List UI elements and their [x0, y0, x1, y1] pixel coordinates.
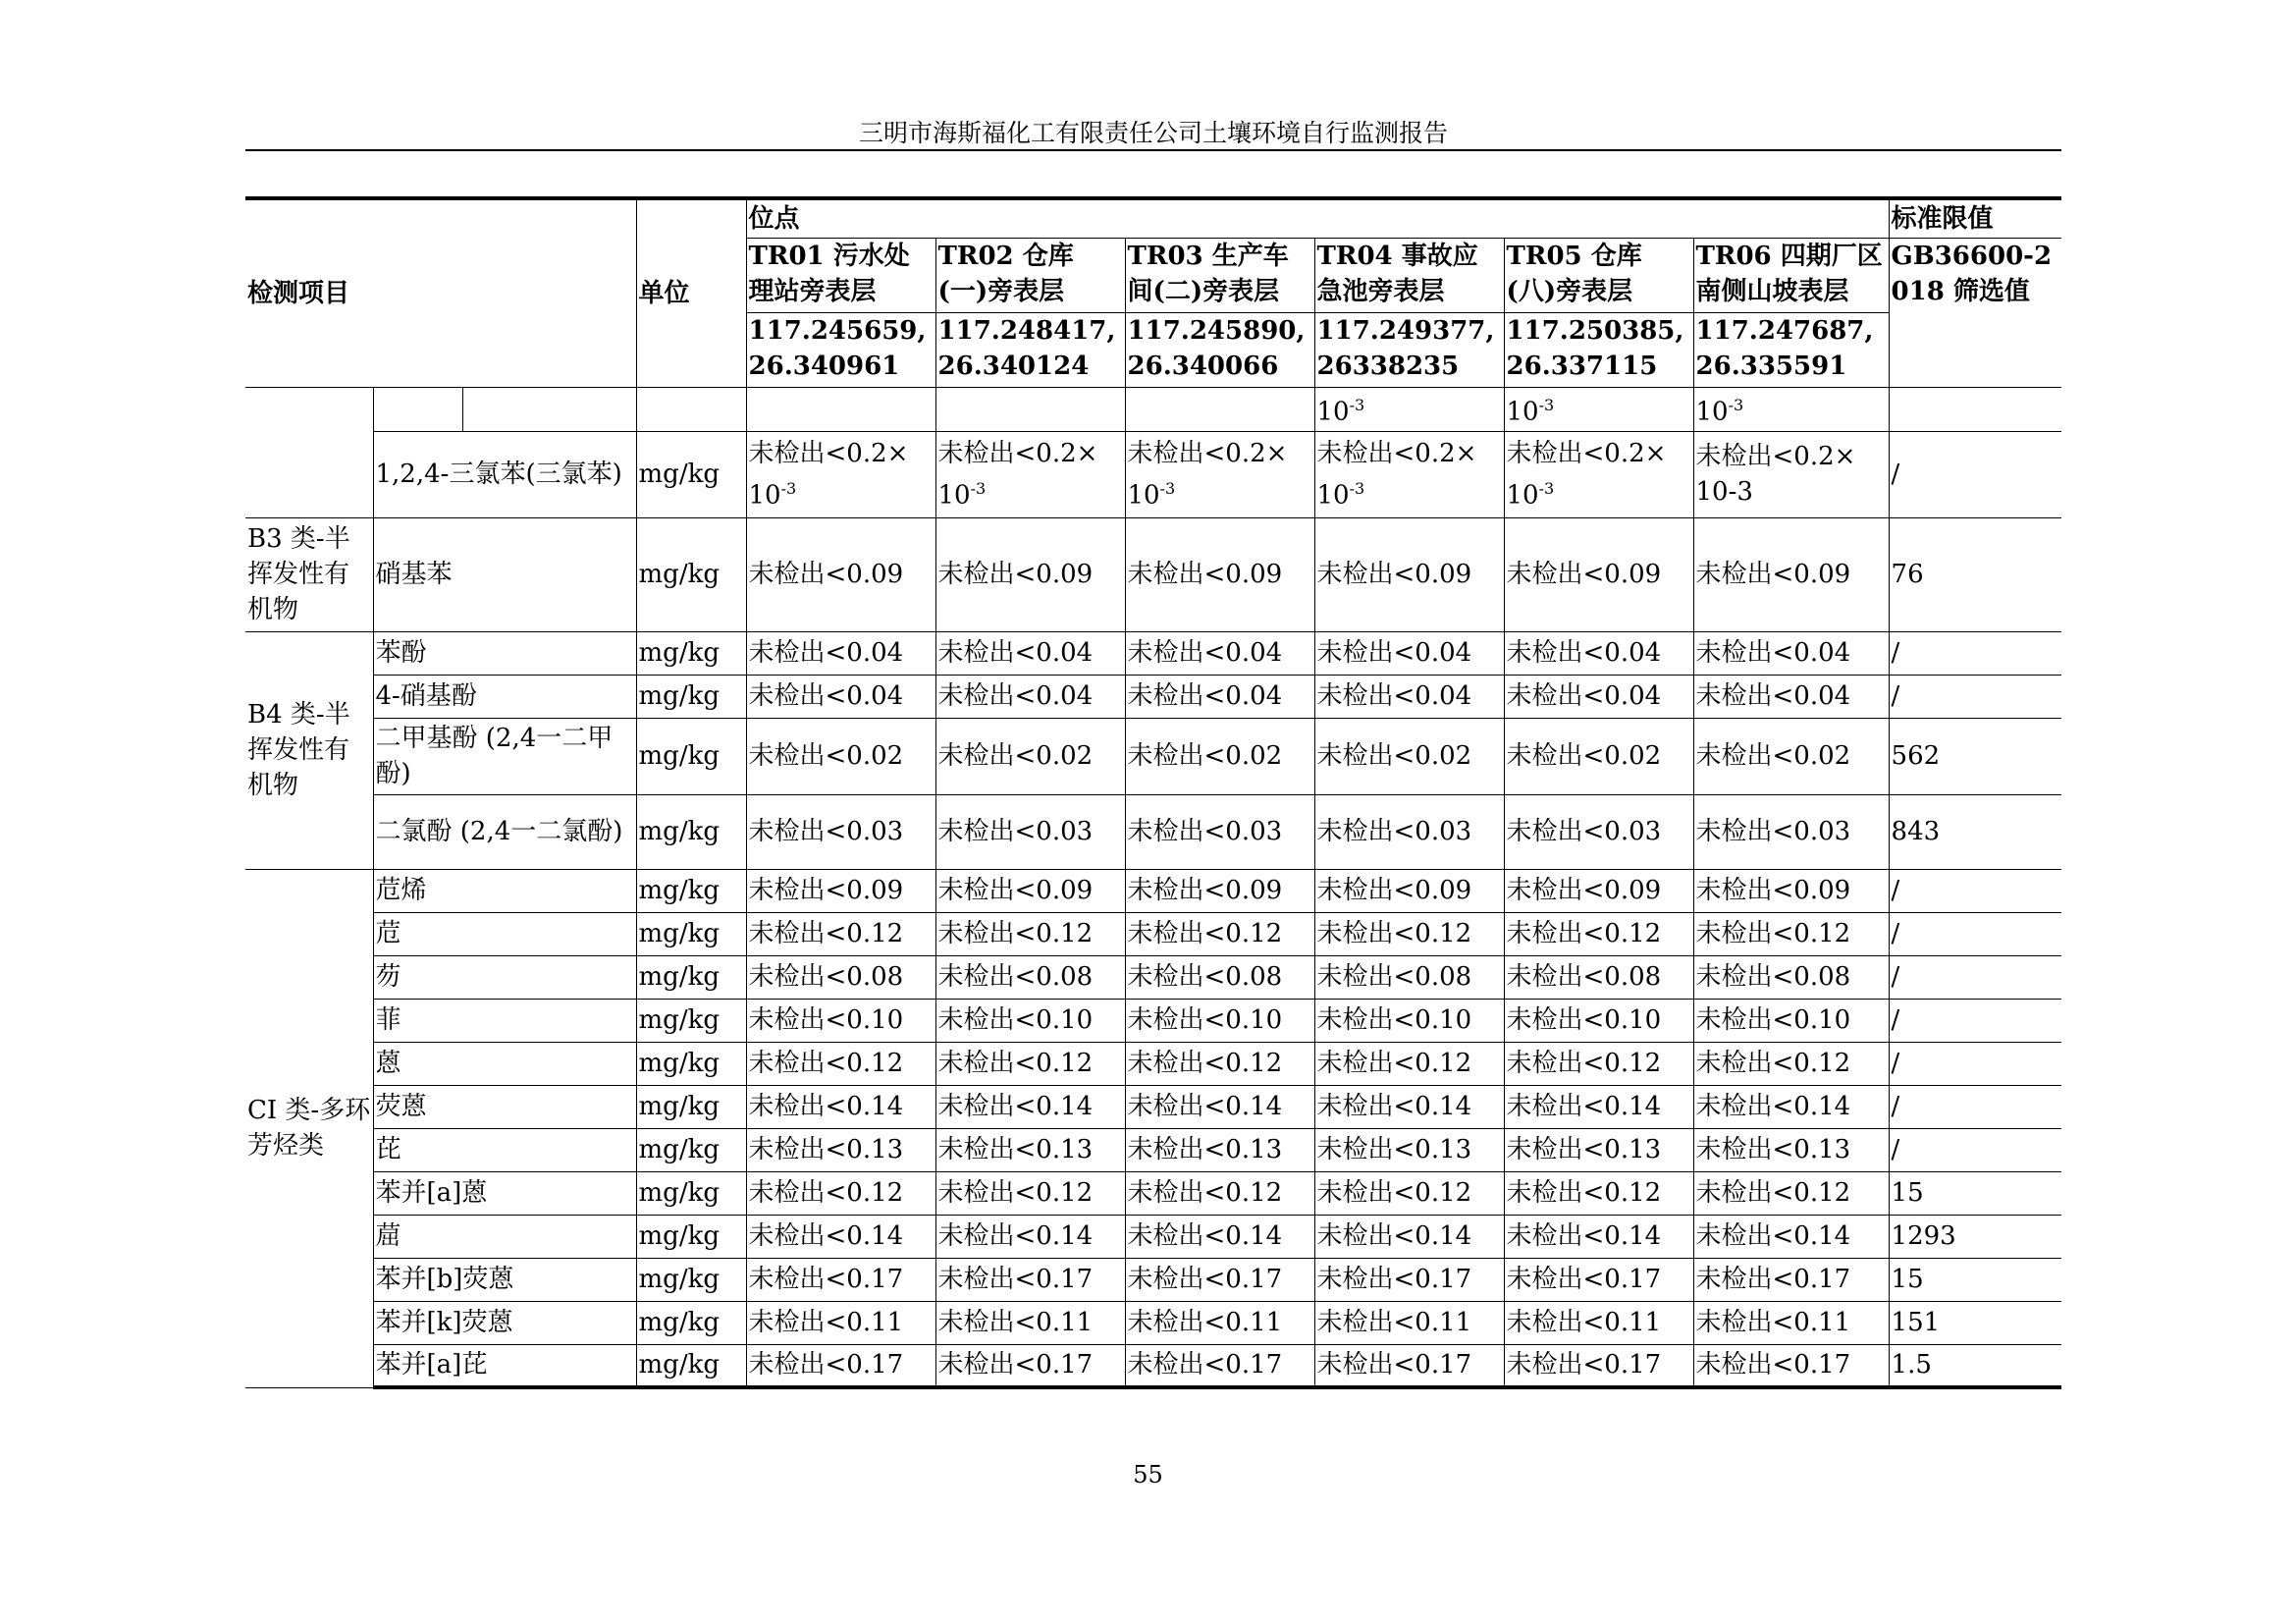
unit: mg/kg [636, 1085, 746, 1128]
value-cell: 未检出<0.14 [1314, 1085, 1504, 1128]
value-cell: 未检出<0.14 [935, 1215, 1125, 1258]
standard-value: 15 [1889, 1258, 2061, 1301]
unit: mg/kg [636, 718, 746, 794]
value-cell: 未检出<0.17 [1125, 1344, 1314, 1387]
value-cell: 未检出<0.10 [1125, 999, 1314, 1042]
value-cell: 未检出<0.08 [1125, 955, 1314, 999]
value-cell: 未检出<0.02 [1504, 718, 1693, 794]
value-cell: 未检出<0.14 [935, 1085, 1125, 1128]
value-cell: 未检出<0.12 [746, 1042, 935, 1085]
unit: mg/kg [636, 631, 746, 675]
value-cell: 未检出<0.03 [1693, 794, 1889, 869]
exponent-superscript: -3 [970, 478, 987, 498]
exponent-base: 10 [1316, 397, 1350, 427]
value-cell: 未检出<0.12 [1504, 912, 1693, 955]
value-cell: 未检出<0.04 [1693, 675, 1889, 718]
standard-value: / [1889, 1128, 2061, 1171]
value-cell: 未检出<0.09 [935, 517, 1125, 631]
item-name: 二甲基酚 (2,4一二甲酚) [373, 718, 636, 794]
value-cell: 未检出<0.10 [746, 999, 935, 1042]
value-cell: 未检出<0.02 [935, 718, 1125, 794]
unit: mg/kg [636, 1258, 746, 1301]
unit: mg/kg [636, 517, 746, 631]
value-cell: 未检出<0.12 [1314, 1171, 1504, 1215]
value-cell: 未检出<0.14 [1125, 1085, 1314, 1128]
value-cell: 未检出<0.09 [1125, 517, 1314, 631]
value-cell: 未检出<0.03 [1314, 794, 1504, 869]
standard-value: / [1889, 631, 2061, 675]
unit: mg/kg [636, 1215, 746, 1258]
value-cell: 未检出<0.14 [1125, 1215, 1314, 1258]
value-cell: 未检出<0.17 [1504, 1344, 1693, 1387]
item-name: 苊 [373, 912, 636, 955]
standard-value: / [1889, 912, 2061, 955]
group-cell-continued [245, 387, 373, 517]
exponent-base: 10 [1695, 397, 1729, 427]
value-cell: 未检出<0.12 [1504, 1042, 1693, 1085]
value-cell: 未检出<0.10 [1314, 999, 1504, 1042]
value-cell: 未检出<0.14 [1504, 1085, 1693, 1128]
item-name: 苯酚 [373, 631, 636, 675]
value-cell: 未检出<0.12 [935, 1042, 1125, 1085]
standard-value: / [1889, 675, 2061, 718]
value-cell: 未检出<0.13 [1125, 1128, 1314, 1171]
value-cell: 未检出<0.13 [1314, 1128, 1504, 1171]
value-text: 未检出<0.2× [748, 438, 909, 468]
unit: mg/kg [636, 869, 746, 912]
value-cell: 未检出<0.12 [1314, 912, 1504, 955]
value-cell: 未检出<0.11 [1314, 1301, 1504, 1344]
group-label: B4 类-半挥发性有机物 [245, 631, 373, 869]
unit: mg/kg [636, 1301, 746, 1344]
value-cell: 未检出<0.14 [746, 1215, 935, 1258]
value-text: 未检出<0.2× [1316, 438, 1477, 468]
value-cell: 未检出<0.17 [746, 1344, 935, 1387]
value-cell: 未检出<0.13 [1693, 1128, 1889, 1171]
standard-value: / [1889, 1042, 2061, 1085]
exponent-superscript: -3 [1349, 396, 1365, 415]
standard-cell-continued [1889, 387, 2061, 431]
value-cell: 未检出<0.11 [1693, 1301, 1889, 1344]
item-name: 1,2,4-三氯苯(三氯苯) [373, 431, 636, 517]
exponent-text: 10-3 [1695, 477, 1753, 507]
exponent-base: 10 [1506, 480, 1539, 511]
site-name: TR04 事故应急池旁表层 [1314, 238, 1504, 312]
item-name: 苯并[a]芘 [373, 1344, 636, 1387]
value-cell: 未检出<0.03 [746, 794, 935, 869]
standard-value: 1293 [1889, 1215, 2061, 1258]
value-cell: 未检出<0.17 [1504, 1258, 1693, 1301]
exponent-base: 10 [937, 480, 971, 511]
value-cell: 未检出<0.04 [1314, 675, 1504, 718]
site-name: TR02 仓库(一)旁表层 [935, 238, 1125, 312]
value-cell-continued [1504, 387, 1693, 431]
exponent-superscript: -3 [1159, 478, 1176, 498]
item-name: 蒽 [373, 1042, 636, 1085]
header-standard: 标准限值 [1889, 198, 2061, 238]
value-cell [1125, 431, 1314, 517]
value-cell: 未检出<0.12 [746, 912, 935, 955]
value-cell: 未检出<0.12 [746, 1171, 935, 1215]
exponent-superscript: -3 [1538, 478, 1555, 498]
value-cell: 未检出<0.13 [935, 1128, 1125, 1171]
unit: mg/kg [636, 955, 746, 999]
value-cell: 未检出<0.12 [1504, 1171, 1693, 1215]
value-cell: 未检出<0.17 [1314, 1258, 1504, 1301]
value-cell [1314, 431, 1504, 517]
value-cell: 未检出<0.12 [1693, 1171, 1889, 1215]
standard-value: 843 [1889, 794, 2061, 869]
value-cell: 未检出<0.17 [1693, 1344, 1889, 1387]
group-label: CI 类-多环芳烃类 [245, 869, 373, 1387]
value-text: 未检出<0.2× [937, 438, 1098, 468]
unit: mg/kg [636, 794, 746, 869]
standard-value: / [1889, 431, 2061, 517]
unit: mg/kg [636, 1042, 746, 1085]
site-coordinate: 117.250385, 26.337115 [1504, 312, 1693, 387]
value-cell: 未检出<0.17 [1314, 1344, 1504, 1387]
value-cell: 未检出<0.12 [1314, 1042, 1504, 1085]
value-cell: 未检出<0.12 [935, 1171, 1125, 1215]
value-cell: 未检出<0.09 [746, 869, 935, 912]
standard-value: 1.5 [1889, 1344, 2061, 1387]
value-cell: 未检出<0.14 [1314, 1215, 1504, 1258]
value-cell: 未检出<0.04 [1125, 631, 1314, 675]
value-cell: 未检出<0.04 [935, 675, 1125, 718]
value-cell: 未检出<0.08 [1314, 955, 1504, 999]
item-name: 菲 [373, 999, 636, 1042]
item-name: 荧蒽 [373, 1085, 636, 1128]
value-cell: 未检出<0.11 [1504, 1301, 1693, 1344]
value-cell: 未检出<0.04 [1504, 675, 1693, 718]
value-cell: 未检出<0.12 [935, 912, 1125, 955]
exponent-superscript: -3 [780, 478, 797, 498]
value-cell: 未检出<0.13 [746, 1128, 935, 1171]
value-cell: 未检出<0.11 [935, 1301, 1125, 1344]
header-item: 检测项目 [245, 198, 636, 387]
item-name: 4-硝基酚 [373, 675, 636, 718]
value-cell [746, 431, 935, 517]
standard-value: 151 [1889, 1301, 2061, 1344]
value-cell: 未检出<0.04 [746, 675, 935, 718]
item-name: 苯并[a]蒽 [373, 1171, 636, 1215]
value-cell: 未检出<0.09 [1504, 517, 1693, 631]
value-cell-continued [935, 387, 1125, 431]
value-cell: 未检出<0.04 [1693, 631, 1889, 675]
value-cell: 未检出<0.04 [746, 631, 935, 675]
unit: mg/kg [636, 1344, 746, 1387]
value-cell: 未检出<0.12 [1125, 1171, 1314, 1215]
value-text: 未检出<0.2× [1506, 438, 1667, 468]
value-cell: 未检出<0.09 [1504, 869, 1693, 912]
value-cell: 未检出<0.03 [935, 794, 1125, 869]
value-cell: 未检出<0.02 [1314, 718, 1504, 794]
value-cell: 未检出<0.13 [1504, 1128, 1693, 1171]
unit: mg/kg [636, 431, 746, 517]
standard-value: / [1889, 869, 2061, 912]
value-cell: 未检出<0.17 [1693, 1258, 1889, 1301]
site-name: TR03 生产车间(二)旁表层 [1125, 238, 1314, 312]
site-coordinate: 117.249377, 26338235 [1314, 312, 1504, 387]
value-cell: 未检出<0.03 [1125, 794, 1314, 869]
value-cell: 未检出<0.02 [1693, 718, 1889, 794]
value-cell: 未检出<0.08 [1504, 955, 1693, 999]
value-cell-continued [746, 387, 935, 431]
item-name: 苊烯 [373, 869, 636, 912]
value-cell: 未检出<0.14 [746, 1085, 935, 1128]
value-cell-continued [1125, 387, 1314, 431]
value-cell: 未检出<0.09 [1125, 869, 1314, 912]
value-cell: 未检出<0.10 [1693, 999, 1889, 1042]
item-cell-continued [373, 387, 636, 431]
item-name: 苯并[b]荧蒽 [373, 1258, 636, 1301]
item-name: 硝基苯 [373, 517, 636, 631]
value-cell: 未检出<0.04 [1125, 675, 1314, 718]
value-cell: 未检出<0.02 [746, 718, 935, 794]
header-unit: 单位 [636, 198, 746, 387]
monitoring-results-table [245, 196, 2061, 1389]
site-name: TR05 仓库(八)旁表层 [1504, 238, 1693, 312]
unit: mg/kg [636, 912, 746, 955]
site-name: TR06 四期厂区南侧山坡表层 [1693, 238, 1889, 312]
unit: mg/kg [636, 1128, 746, 1171]
standard-value: / [1889, 955, 2061, 999]
item-name: 䓛 [373, 1215, 636, 1258]
standard-value: 76 [1889, 517, 2061, 631]
exponent-superscript: -3 [1349, 478, 1365, 498]
item-name: 芘 [373, 1128, 636, 1171]
value-cell: 未检出<0.09 [746, 517, 935, 631]
value-cell: 未检出<0.09 [1314, 517, 1504, 631]
exponent-superscript: -3 [1538, 396, 1555, 415]
value-cell: 未检出<0.11 [746, 1301, 935, 1344]
header-divider [245, 149, 2061, 151]
value-cell: 未检出<0.14 [1693, 1085, 1889, 1128]
standard-value: / [1889, 1085, 2061, 1128]
value-text: 未检出<0.2× [1695, 442, 1856, 471]
standard-value: 562 [1889, 718, 2061, 794]
value-cell [1504, 431, 1693, 517]
value-cell: 未检出<0.03 [1504, 794, 1693, 869]
value-cell: 未检出<0.10 [1504, 999, 1693, 1042]
value-cell: 未检出<0.17 [746, 1258, 935, 1301]
item-name: 芴 [373, 955, 636, 999]
value-cell: 未检出<0.17 [1125, 1258, 1314, 1301]
value-cell: 未检出<0.10 [935, 999, 1125, 1042]
value-cell: 未检出<0.11 [1125, 1301, 1314, 1344]
value-cell: 未检出<0.04 [1504, 631, 1693, 675]
value-cell: 未检出<0.12 [1125, 912, 1314, 955]
value-cell: 未检出<0.09 [1693, 869, 1889, 912]
value-cell: 未检出<0.09 [1693, 517, 1889, 631]
value-cell: 未检出<0.02 [1125, 718, 1314, 794]
value-cell: 未检出<0.14 [1504, 1215, 1693, 1258]
value-cell-continued [1314, 387, 1504, 431]
site-coordinate: 117.245890, 26.340066 [1125, 312, 1314, 387]
value-cell: 未检出<0.04 [935, 631, 1125, 675]
value-cell: 未检出<0.17 [935, 1344, 1125, 1387]
site-name: TR01 污水处理站旁表层 [746, 238, 935, 312]
report-header-title: 三明市海斯福化工有限责任公司土壤环境自行监测报告 [858, 119, 1448, 147]
value-cell: 未检出<0.08 [746, 955, 935, 999]
exponent-superscript: -3 [1728, 396, 1744, 415]
header-site: 位点 [746, 198, 1889, 238]
unit: mg/kg [636, 675, 746, 718]
unit: mg/kg [636, 999, 746, 1042]
value-cell: 未检出<0.08 [1693, 955, 1889, 999]
page-number: 55 [1133, 1461, 1163, 1488]
item-name: 苯并[k]荧蒽 [373, 1301, 636, 1344]
unit-cell-continued [636, 387, 746, 431]
unit: mg/kg [636, 1171, 746, 1215]
exponent-base: 10 [748, 480, 781, 511]
value-cell: 未检出<0.17 [935, 1258, 1125, 1301]
value-cell: 未检出<0.12 [1693, 1042, 1889, 1085]
value-cell: 未检出<0.09 [935, 869, 1125, 912]
value-cell: 未检出<0.12 [1125, 1042, 1314, 1085]
site-coordinate: 117.248417, 26.340124 [935, 312, 1125, 387]
value-cell: 未检出<0.14 [1693, 1215, 1889, 1258]
value-cell-continued [1693, 387, 1889, 431]
value-cell: 未检出<0.04 [1314, 631, 1504, 675]
exponent-base: 10 [1127, 480, 1160, 511]
exponent-base: 10 [1506, 397, 1539, 427]
standard-value: / [1889, 999, 2061, 1042]
standard-value: 15 [1889, 1171, 2061, 1215]
value-cell: 未检出<0.09 [1314, 869, 1504, 912]
value-cell: 未检出<0.12 [1693, 912, 1889, 955]
value-text: 未检出<0.2× [1127, 438, 1288, 468]
value-cell [1693, 431, 1889, 517]
value-cell: 未检出<0.08 [935, 955, 1125, 999]
site-coordinate: 117.245659, 26.340961 [746, 312, 935, 387]
standard-name: GB36600-2018 筛选值 [1889, 238, 2061, 387]
exponent-base: 10 [1316, 480, 1350, 511]
site-coordinate: 117.247687, 26.335591 [1693, 312, 1889, 387]
item-name: 二氯酚 (2,4一二氯酚) [373, 794, 636, 869]
group-label: B3 类-半挥发性有机物 [245, 517, 373, 631]
value-cell [935, 431, 1125, 517]
